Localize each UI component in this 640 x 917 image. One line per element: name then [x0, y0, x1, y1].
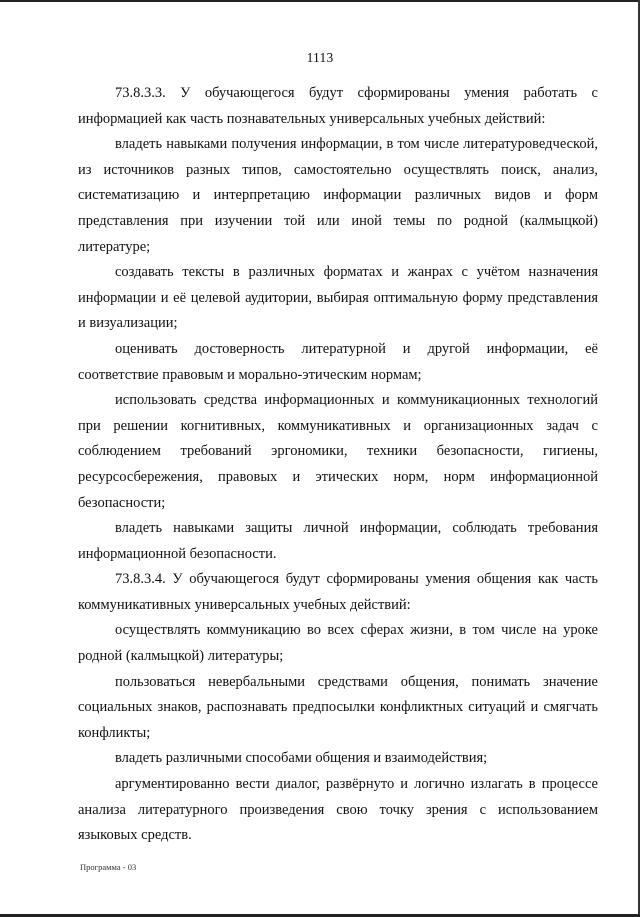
paragraph-73-8-3-4: 73.8.3.4. У обучающегося будут сформированы умения общения как часть коммуникативных универсальных учебных действий: — [78, 571, 598, 613]
paragraph-item: создавать тексты в различных форматах и жанрах с учётом назначения информации и её целевой аудитории, выбирая оптимальную форму представления и визуализации; — [78, 264, 598, 332]
body-text — [78, 81, 598, 849]
paragraph-item: пользоваться невербальными средствами общения, понимать значение социальных знаков, распознавать предпосылки конфликтных ситуаций и смягчать конфликты; — [78, 673, 598, 741]
paragraph-73-8-3-3: 73.8.3.3. У обучающегося будут сформированы умения работать с информацией как часть познавательных универсальных учебных действий: — [78, 85, 598, 127]
paragraph-item: оценивать достоверность литературной и другой информации, её соответствие правовым и морально-этическим нормам; — [78, 340, 598, 383]
paragraph-item: аргументированно вести диалог, развёрнуто и логично излагать в процессе анализа литературного произведения свою точку зрения с использованием языковых средств. — [78, 776, 598, 844]
paragraph-item: владеть навыками защиты личной информации, соблюдать требования информационной безопасности. — [78, 520, 598, 562]
footer-label: Программа - 03 — [80, 862, 137, 872]
paragraph-item: осуществлять коммуникацию во всех сферах жизни, в том числе на уроке родной (калмыцкой) литературы; — [78, 622, 598, 665]
scan-edge-top — [0, 0, 640, 2]
paragraph-item: владеть различными способами общения и взаимодействия; — [115, 750, 488, 767]
page-number: 1113 — [306, 50, 334, 65]
paragraph-item: владеть навыками получения информации, в том числе литературоведческой, из источников разных типов, самостоятельно осуществлять поиск, анализ, систематизацию и интерпретацию информации различных видов и форм представления при изучении той или иной темы по родной (калмыцкой) литературе; — [78, 136, 598, 255]
paragraph-item: использовать средства информационных и коммуникационных технологий при решении когнитивных, коммуникативных и организационных задач с соблюдением требований эргономики, техники безопасности, гигиены, ресурсосбережения, правовых и этических норм, норм информационной безопасности; — [78, 392, 598, 511]
